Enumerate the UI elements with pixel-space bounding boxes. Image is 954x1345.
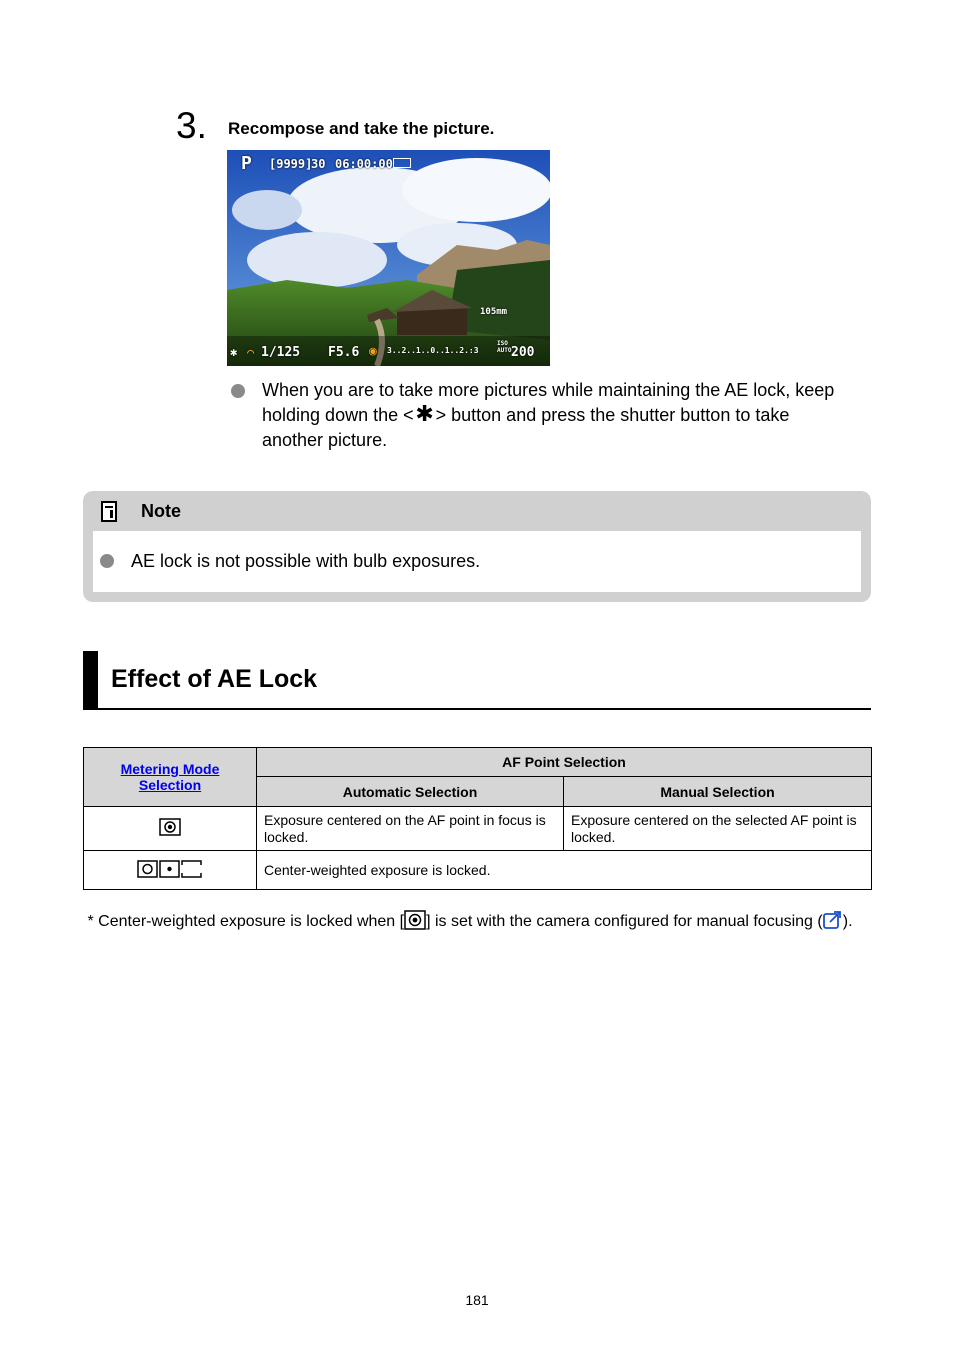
bullet-dot (231, 384, 245, 398)
iso-label: ISO AUTO (497, 340, 512, 354)
focal-length: 105mm (480, 307, 508, 317)
metering-mode-link[interactable] (121, 761, 220, 793)
evaluative-mode-cell (84, 807, 257, 851)
row1-auto-cell: Exposure centered on the AF point in focus is locked. (257, 807, 564, 851)
footnote-marker: * (87, 913, 94, 930)
ae-lock-icon: ✱ (230, 345, 238, 359)
metering-header (84, 748, 257, 807)
section-title: Effect of AE Lock (111, 665, 318, 693)
partial-spot-centerweighted-icons (137, 860, 203, 878)
ae-lock-table (83, 747, 872, 890)
max-burst: 30 (311, 157, 326, 171)
ae-lock-button-icon: ✱ (415, 401, 434, 426)
section-heading (83, 651, 871, 710)
landscape-scene (227, 150, 550, 366)
evaluative-metering-icon (159, 818, 181, 836)
shutter-speed: 1/125 (261, 345, 301, 360)
bullet-dot (100, 554, 114, 568)
evaluative-metering-icon (404, 910, 426, 930)
footnote-text-2: ] is set with the camera configured for manual focusing ( (426, 913, 823, 930)
note-item: AE lock is not possible with bulb exposures. (131, 551, 481, 571)
row2-both-cell: Center-weighted exposure is locked. (257, 851, 872, 890)
footnote-text-3: ). (842, 913, 853, 930)
exposure-scale: 3..2..1..0..1..2.:3 (387, 346, 479, 355)
af-point-header: AF Point Selection (257, 748, 872, 777)
section-bar (83, 651, 98, 708)
iso-value: 200 (511, 345, 535, 360)
row1-manual-cell: Exposure centered on the selected AF point is locked. (564, 807, 872, 851)
link-line-1[interactable]: Metering Mode (120, 761, 220, 777)
shutter-arc-icon: ⌒ (247, 345, 255, 359)
battery-icon (393, 158, 411, 168)
footnote (83, 910, 863, 932)
bullet-text-after: > button and press the shutter button to take another picture. (262, 405, 790, 450)
bullet-text (262, 378, 852, 453)
other-modes-cell (84, 851, 257, 890)
metering-icon: ◉ (369, 344, 377, 359)
auto-selection-header: Automatic Selection (257, 777, 564, 807)
step-title: Recompose and take the picture. (228, 119, 495, 138)
time-display: 06:00:00 (335, 157, 393, 171)
aperture: F5.6 (328, 345, 360, 360)
note-box (83, 491, 871, 602)
note-body (93, 531, 861, 592)
step-number: 3. (176, 105, 207, 146)
shooting-mode: P (241, 153, 252, 174)
shots-remaining: [9999] (269, 157, 313, 171)
camera-screen-image (227, 150, 550, 366)
page-number: 181 (465, 1292, 489, 1308)
manual-selection-header: Manual Selection (564, 777, 872, 807)
footnote-text-1: Center-weighted exposure is locked when [ (98, 913, 405, 930)
note-title: Note (141, 501, 181, 521)
note-icon (101, 501, 117, 522)
note-header (83, 491, 871, 531)
link-line-2[interactable]: Selection (138, 777, 202, 793)
cross-reference-link-icon[interactable] (823, 910, 843, 930)
bullet-text-before: When you are to take more pictures while maintaining the AE lock, keep holding down the < (262, 380, 835, 425)
